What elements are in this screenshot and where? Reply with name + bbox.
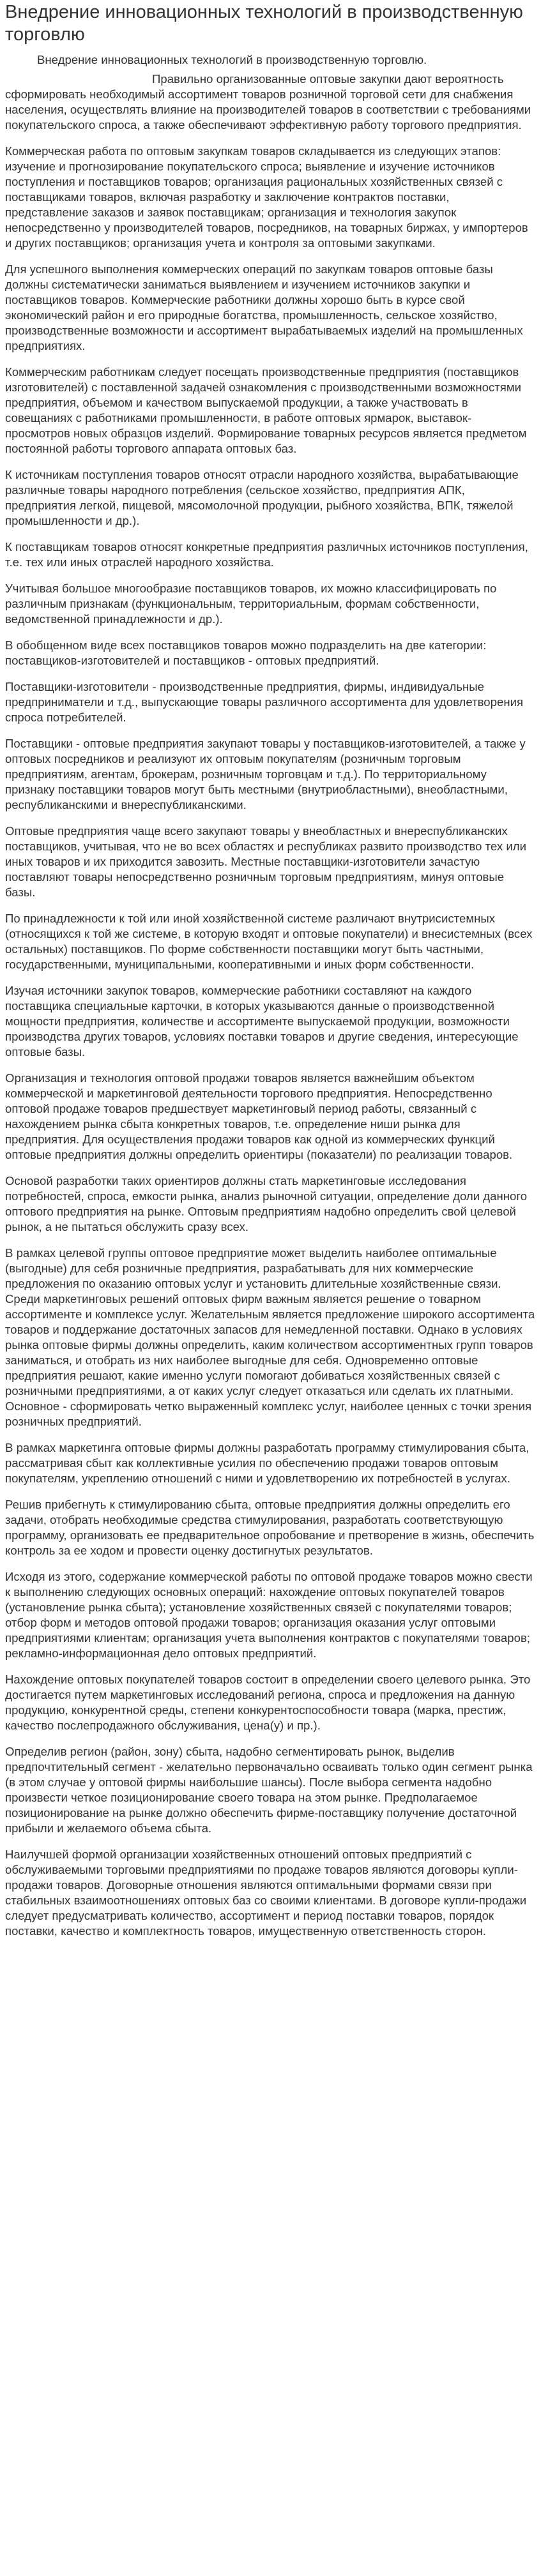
article-paragraph: Поставщики - оптовые предприятия закупают товары у поставщиков-изготовителей, а также у оптовых посредников и реализуют их оптовым покупателям (розничным торговым предприятиям, агентам, брокерам, розничным торговцам и т.д.). По территориальному признаку поставщики товаров могут быть местными (внутриобластными), внеобластными, республиканскими и внереспубликанскими.: [5, 737, 526, 811]
article-paragraph: К поставщикам товаров относят конкретные предприятия различных источников поступления, т.е. тех или иных отраслей народного хозяйства.: [5, 540, 528, 569]
article-paragraph: Определив регион (район, зону) сбыта, надобно сегментировать рынок, выделив предпочтительный сегмент - желательно первоначально осваивать только один сегмент рынка (в этом случае у оптовой фирмы наибольшие шансы). После выбора сегмента надобно произвести четкое позиционирование своего товара на этом рынке. Предполагаемое позиционирование на рынке должно обеспечить фирме-поставщику получение достаточной прибыли и желаемого объема сбыта.: [5, 1745, 533, 1835]
article-paragraph: Исходя из этого, содержание коммерческой работы по оптовой продаже товаров можно свести к выполнению следующих основных операций: нахождение оптовых покупателей товаров (установление рынка сбыта); установление хозяйственных связей с покупателями товаров; отбор форм и методов оптовой продажи товаров; организация оказания услуг оптовыми предприятиями клиентам; организация учета выполнения контрактов с покупателями товаров; рекламно-информационная дело оптовых предприятий.: [5, 1570, 533, 1660]
article-paragraph: Поставщики-изготовители - производственные предприятия, фирмы, индивидуальные предприниматели и т.д., выпускающие товары различного ассортимента для удовлетворения спроса потребителей.: [5, 680, 524, 724]
article-paragraph: По принадлежности к той или иной хозяйственной системе различают внутрисистемных (относящихся к той же системе, в которую входят и оптовые покупатели) и внесистемных (всех остальных) поставщиков. По форме собственности поставщики могут быть частными, государственными, муниципальными, кооперативными и иных форм собственности.: [5, 912, 533, 971]
article-paragraph: Наилучшей формой организации хозяйственных отношений оптовых предприятий с обслуживаемыми торговыми предприятиями по продаже товаров являются договоры купли-продажи товаров. Договорные отношения являются оптимальными формами связи при стабильных взаимоотношениях оптовых баз со своими клиентами. В договоре купли-продажи следует предусматривать количество, ассортимент и период поставки товаров, порядок поставки, качество и комплектность товаров, имущественную ответственность сторон.: [5, 1848, 527, 1938]
article-paragraph: Коммерческим работникам следует посещать производственные предприятия (поставщиков изготовителей) с поставленной задачей ознакомления с производственными возможностями предприятия, объемом и качеством выпускаемой продукции, а также участвовать в совещаниях с работниками промышленности, в работе оптовых ярмарок, выставок-просмотров новых образцов изделий. Формирование товарных ресурсов является предметом постоянной работы торгового аппарата оптовых баз.: [5, 365, 527, 455]
article-paragraph: Организация и технология оптовой продажи товаров является важнейшим объектом коммерческой и маркетинговой деятельности торгового предприятия. Непосредственно оптовой продаже товаров предшествует маркетинговый период работы, связанный с нахождением рынка сбыта конкретных товаров, т.е. определение ниши рынка для предприятия. Для осуществления продажи товаров как одной из коммерческих функций оптовые предприятия должны определить ориентиры (показатели) по реализации товаров.: [5, 1071, 513, 1161]
article-body: [5, 72, 536, 1939]
article-paragraph: Основой разработки таких ориентиров должны стать маркетинговые исследования потребностей, спроса, емкости рынка, анализ рыночной ситуации, определение доли данного оптового предприятия на рынке. Оптовым предприятиям надобно определить свой целевой рынок, а не пытаться обслужить сразу всех.: [5, 1174, 528, 1233]
article-paragraph: В рамках целевой группы оптовое предприятие может выделить наиболее оптимальные (выгодные) для себя розничные предприятия, разрабатывать для них коммерческие предложения по оказанию оптовых услуг и установить длительные хозяйственные связи. Среди маркетинговых решений оптовых фирм важным является решение о товарном ассортименте и комплексе услуг. Желательным является предложение широкого ассортимента товаров и поддержание достаточных запасов для немедленной поставки. Однако в условиях рынка оптовые фирмы должны определить, каким количеством ассортиментных групп товаров заниматься, и отобрать из них наиболее выгодные для себя. Одновременно оптовые предприятия решают, какие именно услуги помогают добиваться хозяйственных связей с розничными предприятиями, а от каких услуг следует отказаться или сделать их платными. Основное - сформировать четко выраженный комплекс услуг, наиболее ценных с точки зрения розничных предприятий.: [5, 1246, 535, 1428]
article-intro: Внедрение инновационных технологий в производственную торговлю.: [37, 53, 427, 66]
article-title: Внедрение инновационных технологий в производственную торговлю: [5, 2, 523, 45]
article-paragraph: Для успешного выполнения коммерческих операций по закупкам товаров оптовые базы должны систематически заниматься выявлением и изучением источников закупки и поставщиков товаров. Коммерческие работники должны хорошо быть в курсе свой экономический район и его природные богатства, промышленность, сельское хозяйство, производственные возможности и ассортимент вырабатываемых изделий на промышленных предприятиях.: [5, 262, 523, 352]
article-paragraph: Нахождение оптовых покупателей товаров состоит в определении своего целевого рынка. Это достигается путем маркетинговых исследований региона, спроса и предложения на данную продукцию, конкурентной среды, степени конкурентоспособности товара (марка, престиж, качество послепродажного обслуживания, цена(у) и пр.).: [5, 1673, 531, 1732]
article-paragraph: К источникам поступления товаров относят отрасли народного хозяйства, вырабатывающие различные товары народного потребления (сельское хозяйство, предприятия АПК, предприятия легкой, пищевой, мясомолочной продукции, рыбного хозяйства, ВПК, тяжелой промышленности и др.).: [5, 468, 519, 527]
article-paragraph: Коммерческая работа по оптовым закупкам товаров складывается из следующих этапов: изучение и прогнозирование покупательского спроса; выявление и изучение источников поступления и поставщиков товаров; организация рациональных хозяйственных связей с поставщиками товаров, включая разработку и заключение контрактов поставки, представление заказов и заявок поставщикам; организация и технология закупок непосредственно у производителей товаров, посредников, на товарных биржах, у импортеров и других поставщиков; организация учета и контроля за оптовыми закупками.: [5, 144, 528, 250]
article-paragraph: В обобщенном виде всех поставщиков товаров можно подразделить на две категории: поставщиков-изготовителей и поставщиков - оптовых предприятий.: [5, 638, 487, 667]
article-paragraph: Учитывая большое многообразие поставщиков товаров, их можно классифицировать по различным признакам (функциональным, территориальным, формам собственности, ведомственной принадлежности и др.).: [5, 582, 497, 626]
article-paragraph: Решив прибегнуть к стимулированию сбыта, оптовые предприятия должны определить его задачи, отобрать необходимые средства стимулирования, разработать соответствующую программу, организовать ее предварительное опробование и претворение в жизнь, обеспечить контроль за ее ходом и провести оценку достигнутых результатов.: [5, 1498, 535, 1557]
article-paragraph: Изучая источники закупок товаров, коммерческие работники составляют на каждого поставщика специальные карточки, в которых указываются данные о производственной мощности предприятия, количестве и ассортименте выпускаемой продукции, возможности производства других товаров, условиях поставки товаров и другие сведения, интересующие оптовые базы.: [5, 984, 519, 1058]
article-paragraph: Оптовые предприятия чаще всего закупают товары у внеобластных и внереспубликанских поставщиков, учитывая, что не во всех областях и республиках развито производство тех или иных товаров и их приходится завозить. Местные поставщики-изготовители зачастую поставляют товары непосредственно розничным торговым предприятиям, минуя оптовые базы.: [5, 824, 526, 899]
article-paragraph: В рамках маркетинга оптовые фирмы должны разработать программу стимулирования сбыта, рассматривая сбыт как коллективные усилия по обеспечению продажи товаров оптовым покупателям, укреплению отношений с ними и удовлетворению их потребностей в услугах.: [5, 1441, 530, 1485]
article-paragraph: Правильно организованные оптовые закупки дают вероятность сформировать необходимый ассортимент товаров розничной торговой сети для снабжения населения, осуществлять влияние на производителей товаров в соответствии с требованиями покупательского спроса, а также обеспечивают эффективную работу торгового предприятия.: [5, 72, 531, 132]
